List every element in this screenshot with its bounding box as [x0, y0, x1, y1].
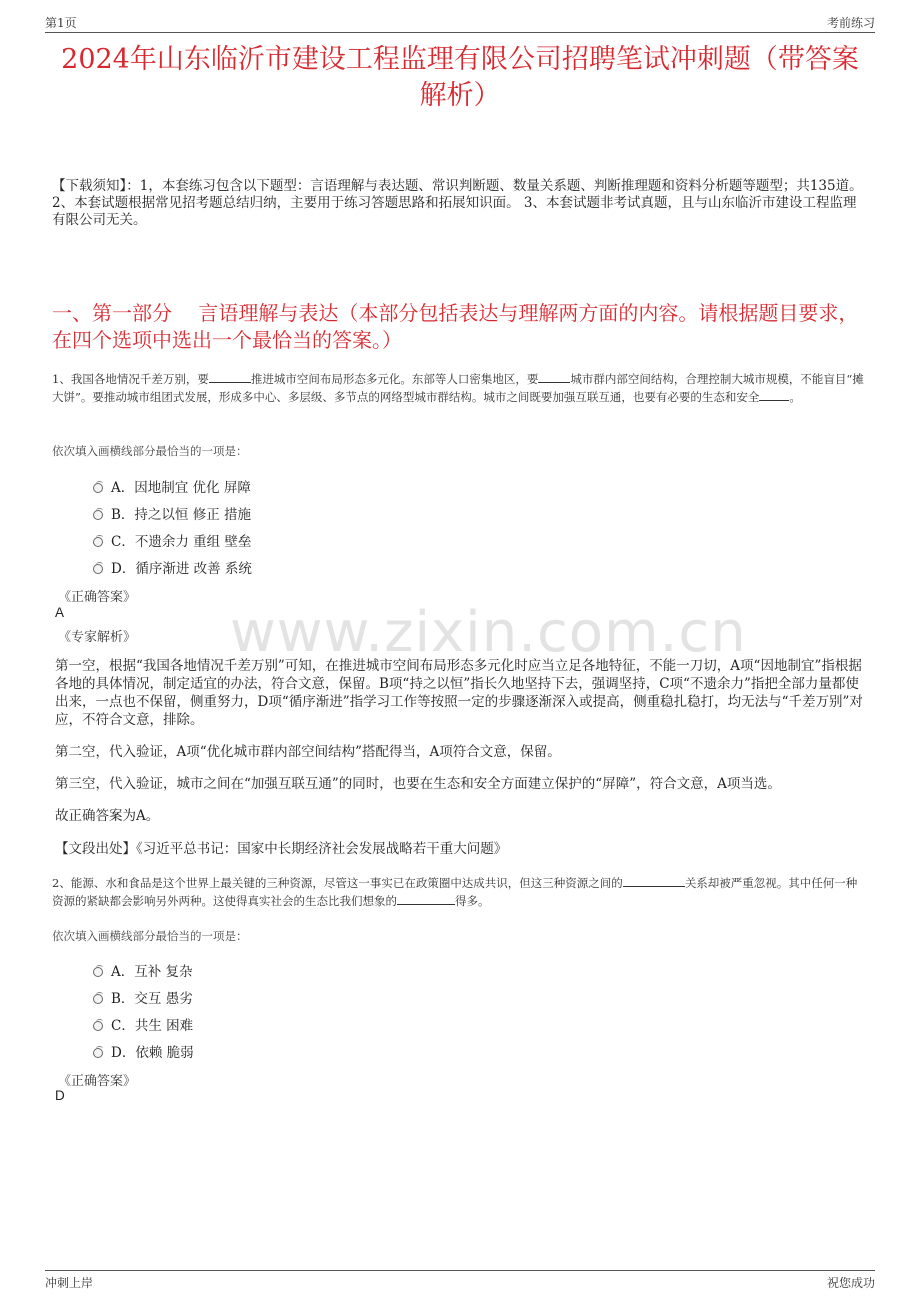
option-d[interactable]: D．循序渐进 改善 系统 [93, 553, 252, 580]
source-citation: 【文段出处】《习近平总书记：国家中长期经济社会发展战略若干重大问题》 [55, 841, 508, 857]
download-notice: 【下载须知】：1，本套练习包含以下题型：言语理解与表达题、常识判断题、数量关系题、判断推理题和资料分析题等题型；共135道。 2、本套试题根据常见招考题总结归纳，主要用于练习答题思路和拓展知识面。 3、本套试题非考试真题，且与山东临沂市建设工程监理有限公司无关。 [52, 178, 863, 228]
analysis-conclusion: 故正确答案为A。 [55, 808, 160, 824]
radio-icon[interactable] [93, 1021, 103, 1031]
option-a[interactable]: A．因地制宜 优化 屏障 [93, 472, 252, 499]
option-c[interactable]: C．不遗余力 重组 壁垒 [93, 526, 252, 553]
blank-line [759, 388, 789, 401]
analysis-label: 《专家解析》 [58, 630, 137, 645]
blank-line [538, 370, 570, 383]
answer-label: 《正确答案》 [58, 590, 137, 605]
analysis-paragraph-3: 第三空，代入验证，城市之间在“加强互联互通”的同时，也要在生态和安全方面建立保护的“屏障”，符合文意，A项当选。 [55, 776, 781, 792]
header-label: 考前练习 [826, 16, 875, 30]
radio-icon[interactable] [93, 967, 103, 977]
page-number: 第1页 [45, 16, 77, 30]
radio-icon[interactable] [93, 1048, 103, 1058]
answer-label: 《正确答案》 [58, 1074, 137, 1089]
footer-right: 祝您成功 [826, 1276, 875, 1290]
question-1-prompt: 依次填入画横线部分最恰当的一项是： [52, 444, 248, 458]
option-b[interactable]: B．交互 愚劣 [93, 983, 194, 1010]
answer-value: D [55, 1088, 65, 1103]
radio-icon[interactable] [93, 994, 103, 1004]
option-b[interactable]: B．持之以恒 修正 措施 [93, 499, 252, 526]
answer-value: A [55, 605, 65, 620]
blank-line [397, 892, 455, 905]
analysis-paragraph-1: 第一空，根据“我国各地情况千差万别”可知，在推进城市空间布局形态多元化时应当立足各地特征，不能一刀切，A项“因地制宜”指根据各地的具体情况，制定适宜的办法，符合文意，保留。B项“持之以恒”指长久地坚持下去，强调坚持，C项“不遗余力”指把全部力量都使出来，一点也不保留，侧重努力，D项“循序渐进”指学习工作等按照一定的步骤逐渐深入或提高，侧重稳扎稳打，均无法与“千差万别”对应，不符合文意，排除。 [55, 658, 863, 728]
question-2-options [93, 956, 194, 1064]
radio-icon[interactable] [93, 564, 103, 574]
footer-left: 冲刺上岸 [45, 1276, 94, 1290]
radio-icon[interactable] [93, 483, 103, 493]
radio-icon[interactable] [93, 510, 103, 520]
question-1-text: 1、我国各地情况千差万别，要 推进城市空间布局形态多元化。东部等人口密集地区，要 城市群内部空间结构，合理控制大城市规模，不能盲目“摊大饼”。要推动城市组团式发展，形成多中心、多层级、多节点的网络型城市群结构。城市之间既要加强互联互通，也要有必要的生态和安全 。 [52, 372, 864, 404]
question-2-prompt: 依次填入画横线部分最恰当的一项是： [52, 929, 248, 943]
option-c[interactable]: C．共生 困难 [93, 1010, 194, 1037]
question-1-options [93, 472, 252, 580]
watermark: www.zixin.com.cn [230, 600, 747, 665]
analysis-paragraph-2: 第二空，代入验证，A项“优化城市群内部空间结构”搭配得当，A项符合文意，保留。 [55, 744, 561, 760]
blank-line [209, 370, 251, 383]
page-header [45, 10, 875, 33]
section-heading: 一、第一部分 言语理解与表达（本部分包括表达与理解两方面的内容。请根据题目要求，在四个选项中选出一个最恰当的答案。） [52, 301, 859, 352]
option-d[interactable]: D．依赖 脆弱 [93, 1037, 194, 1064]
document-title: 2024年山东临沂市建设工程监理有限公司招聘笔试冲刺题（带答案解析） [61, 44, 859, 111]
blank-line [623, 874, 685, 887]
question-2-text: 2、能源、水和食品是这个世界上最关键的三种资源，尽管这一事实已在政策圈中达成共识，但这三种资源之间的 关系却被严重忽视。其中任何一种资源的紧缺都会影响另外两种。这使得真实社会的生态比我们想象的 得多。 [52, 876, 858, 908]
option-a[interactable]: A．互补 复杂 [93, 956, 194, 983]
radio-icon[interactable] [93, 537, 103, 547]
page-footer [45, 1270, 875, 1295]
